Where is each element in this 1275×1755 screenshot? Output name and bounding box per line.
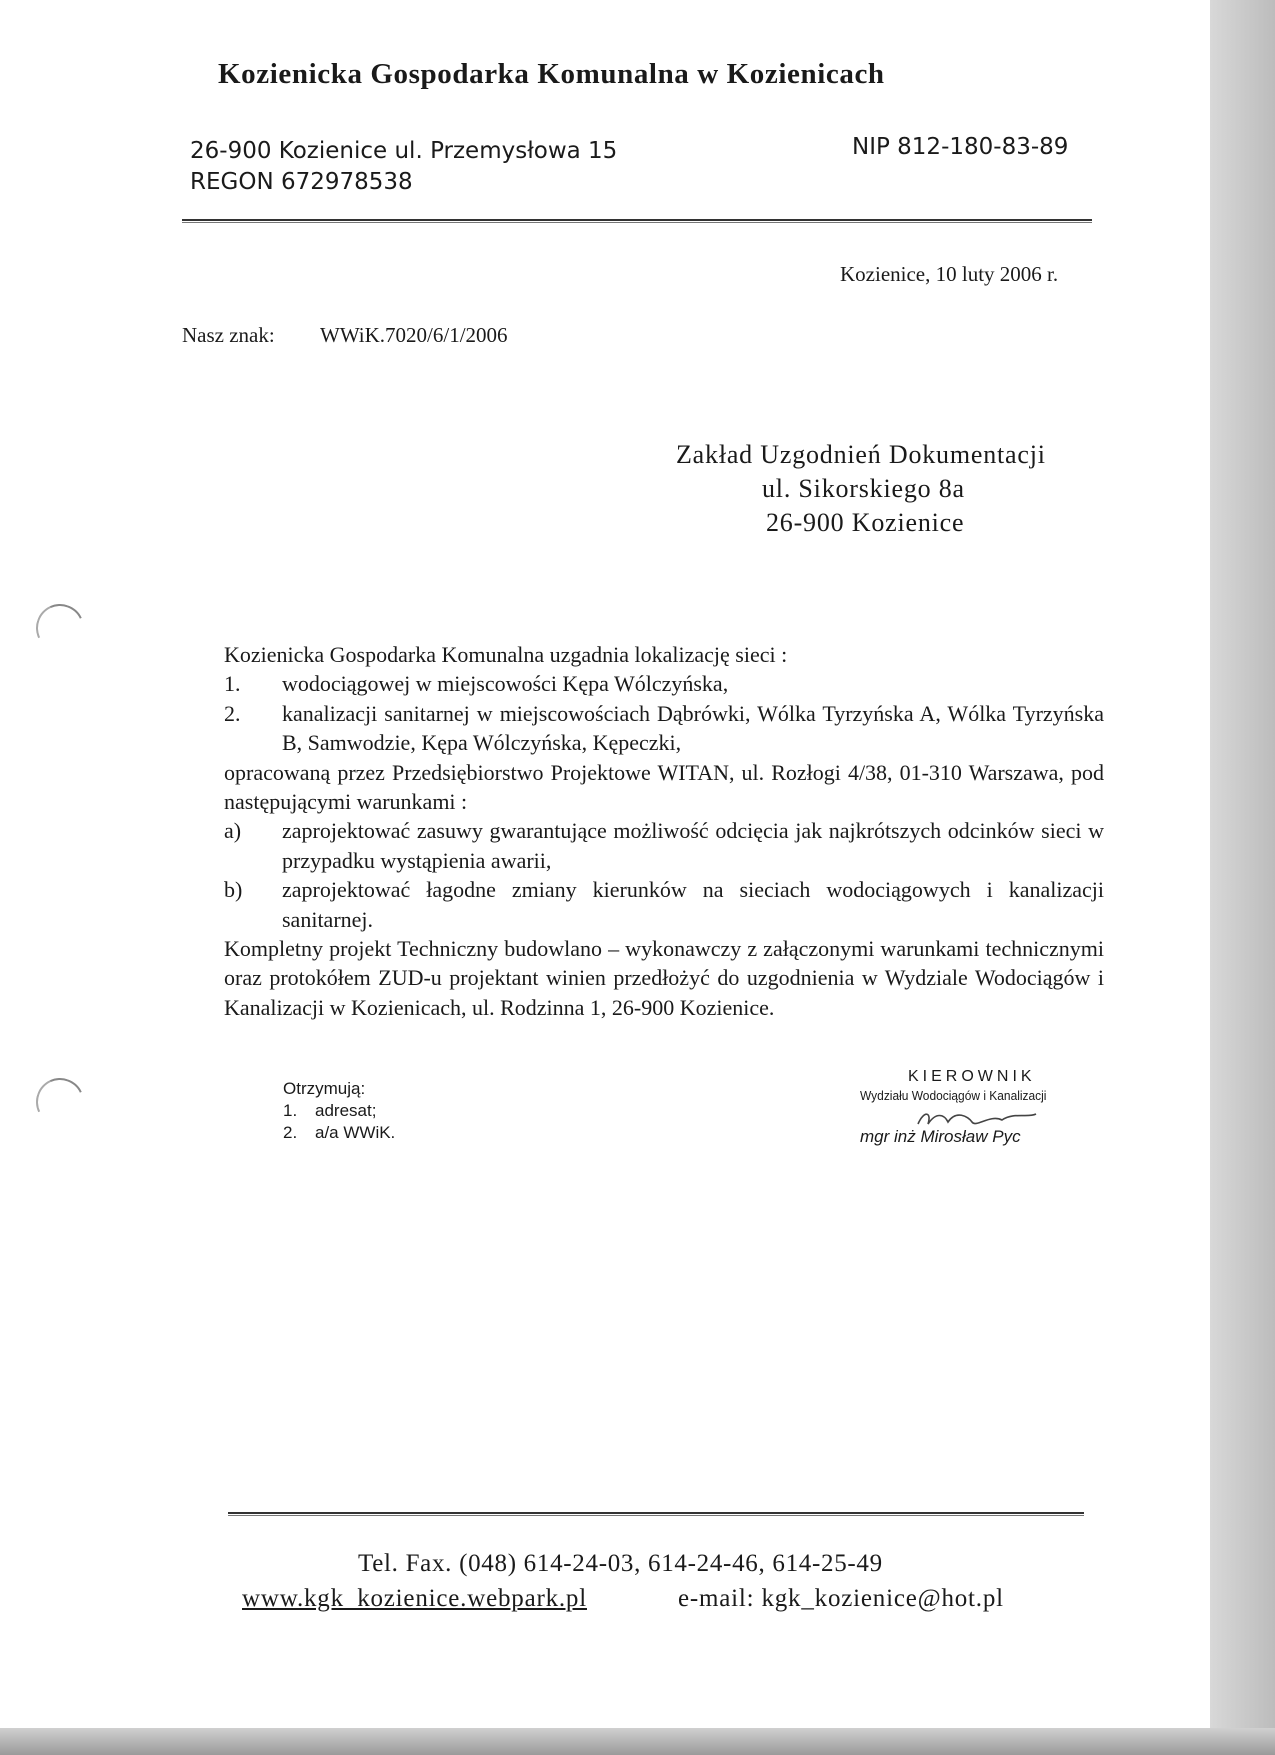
official-stamp <box>860 1068 1100 1147</box>
receiver-text: a/a WWiK. <box>315 1123 396 1142</box>
receiver-marker: 1. <box>283 1101 298 1120</box>
letter-body <box>224 640 1104 1022</box>
stamp-title: KIEROWNIK <box>908 1068 1036 1085</box>
punch-hole-mark <box>29 1071 91 1133</box>
footer-website-link[interactable]: www.kgk_kozienice.webpark.pl <box>242 1585 587 1612</box>
scan-edge-bottom <box>0 1728 1275 1755</box>
reference-label: Nasz znak: <box>182 323 275 347</box>
footer-email[interactable]: e-mail: kgk_kozienice@hot.pl <box>678 1585 1004 1612</box>
company-regon: REGON 672978538 <box>190 169 413 195</box>
footer-divider <box>228 1512 1084 1516</box>
list-marker: 2. <box>224 700 241 726</box>
list-item-text: wodociągowej w miejscowości Kępa Wólczyńska, <box>282 671 729 697</box>
letter-date: Kozienice, 10 luty 2006 r. <box>840 262 1059 286</box>
stamp-department: Wydziału Wodociągów i Kanalizacji <box>860 1088 1047 1103</box>
receiver-marker: 2. <box>283 1123 298 1142</box>
recipient-street: ul. Sikorskiego 8a <box>762 474 965 503</box>
condition-marker: a) <box>224 818 242 844</box>
reference-number: WWiK.7020/6/1/2006 <box>320 323 508 347</box>
scan-edge-right <box>1210 0 1275 1755</box>
body-intro: Kozienicka Gospodarka Komunalna uzgadnia lokalizację sieci : <box>224 642 788 667</box>
body-closing: Kompletny projekt Techniczny budowlano – wykonawczy z załączonymi warunkami technicznymi oraz protokółem ZUD-u projektant winien przedłożyć do uzgodnienia w Wydziale Wodociągów i Kanalizacji w Kozienicach, ul. Rodzinna 1, 26-900 Kozienice. <box>224 936 1104 1020</box>
handwritten-signature <box>910 1106 1070 1132</box>
list-item <box>224 669 1104 698</box>
footer-phone-fax: Tel. Fax. (048) 614-24-03, 614-24-46, 614-25-49 <box>358 1550 883 1577</box>
condition-item <box>224 816 1104 875</box>
condition-item <box>224 875 1104 934</box>
receiver-item <box>283 1100 395 1122</box>
stamp-signatory-name: mgr inż Mirosław Pyc <box>860 1127 1021 1146</box>
receiver-text: adresat; <box>315 1101 377 1120</box>
company-name: Kozienicka Gospodarka Komunalna w Kozienicach <box>218 58 885 90</box>
recipient-name: Zakład Uzgodnień Dokumentacji <box>676 440 1046 469</box>
list-item <box>224 699 1104 758</box>
receiver-item <box>283 1122 395 1144</box>
list-item-text: kanalizacji sanitarnej w miejscowościach Dąbrówki, Wólka Tyrzyńska A, Wólka Tyrzyńska B, Samwodzie, Kępa Wólczyńska, Kępeczki, <box>282 700 1104 756</box>
punch-hole-mark <box>29 597 91 659</box>
list-marker: 1. <box>224 671 241 697</box>
condition-marker: b) <box>224 877 243 903</box>
receivers-list <box>283 1078 395 1144</box>
company-nip: NIP 812-180-83-89 <box>852 134 1069 160</box>
receivers-title: Otrzymują: <box>283 1079 366 1098</box>
company-address: 26-900 Kozienice ul. Przemysłowa 15 <box>190 138 618 164</box>
body-middle: opracowaną przez Przedsiębiorstwo Projektowe WITAN, ul. Rozłogi 4/38, 01-310 Warszawa, pod następującymi warunkami : <box>224 759 1104 815</box>
condition-text: zaprojektować łagodne zmiany kierunków na sieciach wodociągowych i kanalizacji sanitarnej. <box>282 877 1104 932</box>
recipient-city: 26-900 Kozienice <box>766 508 965 537</box>
condition-text: zaprojektować zasuwy gwarantujące możliwość odcięcia jak najkrótszych odcinków sieci w przypadku wystąpienia awarii, <box>282 818 1104 873</box>
header-divider <box>182 219 1092 223</box>
